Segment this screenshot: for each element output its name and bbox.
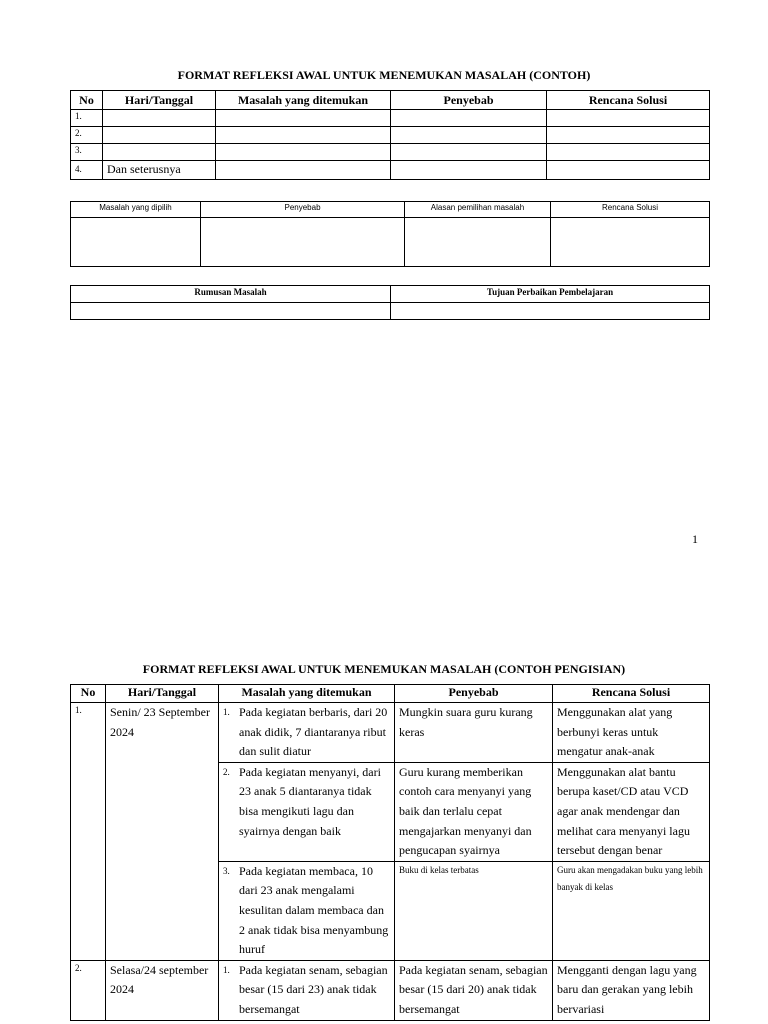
row-hari (103, 110, 216, 127)
header-rencana-solusi: Rencana Solusi (547, 91, 710, 110)
table-row (71, 960, 710, 1020)
penyebab-cell: Pada kegiatan senam, sebagian besar (15 dari 20) anak tidak bersemangat (395, 960, 553, 1020)
table-row (71, 127, 710, 144)
item-number: 1. (223, 707, 230, 717)
row-number: 1. (71, 110, 103, 127)
formulation-table (70, 285, 710, 320)
table-row (71, 144, 710, 161)
penyebab-cell: Guru kurang memberikan contoh cara menyanyi yang baik dan terlalu cepat mengajarkan menyanyi dan pengucapan syairnya (395, 762, 553, 861)
solusi-cell: Menggunakan alat yang berbunyi keras untuk mengatur anak-anak (553, 703, 710, 763)
page-number: 1 (692, 532, 698, 546)
row-number: 4. (71, 161, 103, 180)
row-number: 2. (71, 127, 103, 144)
penyebab-cell: Buku di kelas terbatas (395, 861, 553, 960)
header-no: No (71, 685, 106, 703)
item-number: 3. (223, 865, 230, 876)
page-title: FORMAT REFLEKSI AWAL UNTUK MENEMUKAN MASALAH (CONTOH) (177, 68, 591, 82)
item-number: 1. (223, 964, 230, 975)
masalah-cell (219, 960, 395, 1020)
header-rumusan-masalah: Rumusan Masalah (71, 286, 391, 303)
item-number: 2. (223, 766, 230, 777)
header-tujuan-perbaikan: Tujuan Perbaikan Pembelajaran (391, 286, 710, 303)
row-number: 2. (71, 960, 106, 1020)
header-hari-tanggal: Hari/Tanggal (103, 91, 216, 110)
header-masalah: Masalah yang ditemukan (219, 685, 395, 703)
masalah-text: Pada kegiatan membaca, 10 dari 23 anak mengalami kesulitan dalam membaca dan 2 anak tidak bisa menyambung huruf (239, 863, 389, 957)
solusi-cell: Guru akan mengadakan buku yang lebih banyak di kelas (553, 861, 710, 960)
masalah-cell (219, 861, 395, 960)
table-row (71, 218, 710, 267)
solusi-cell: Menggunakan alat bantu berupa kaset/CD atau VCD agar anak mendengar dan melihat cara menyanyi lagu tersebut dengan benar (553, 762, 710, 861)
row-hari (103, 127, 216, 144)
row-number: 1. (71, 703, 106, 961)
row-hari (103, 144, 216, 161)
header-penyebab: Penyebab (395, 685, 553, 703)
row-hari: Senin/ 23 September 2024 (106, 703, 219, 961)
header-masalah: Masalah yang ditemukan (216, 91, 391, 110)
header-penyebab: Penyebab (201, 202, 405, 218)
masalah-text: Pada kegiatan menyanyi, dari 23 anak 5 diantaranya tidak bisa mengikuti lagu dan syairnya dengan baik (239, 764, 381, 838)
penyebab-cell: Mungkin suara guru kurang keras (395, 703, 553, 763)
solusi-cell: Mengganti dengan lagu yang baru dan gerakan yang lebih bervariasi (553, 960, 710, 1020)
table-row (71, 303, 710, 320)
masalah-text: Pada kegiatan senam, sebagian besar (15 dari 23) anak tidak bersemangat (239, 962, 388, 1016)
table-row (71, 161, 710, 180)
header-rencana-solusi: Rencana Solusi (551, 202, 710, 218)
reflection-table-blank (70, 90, 710, 180)
row-hari: Dan seterusnya (103, 161, 216, 180)
header-alasan: Alasan pemilihan masalah (405, 202, 551, 218)
reflection-table-filled (70, 684, 710, 1021)
masalah-cell (219, 762, 395, 861)
row-number: 3. (71, 144, 103, 161)
row-hari: Selasa/24 september 2024 (106, 960, 219, 1020)
table-row (71, 703, 710, 763)
header-no: No (71, 91, 103, 110)
header-rencana-solusi: Rencana Solusi (553, 685, 710, 703)
header-penyebab: Penyebab (391, 91, 547, 110)
masalah-text: Pada kegiatan berbaris, dari 20 anak didik, 7 diantaranya ribut dan sulit diatur (239, 705, 388, 759)
table-row (71, 110, 710, 127)
problem-selection-table (70, 201, 710, 267)
header-masalah-dipilih: Masalah yang dipilih (71, 202, 201, 218)
header-hari-tanggal: Hari/Tanggal (106, 685, 219, 703)
page-title: FORMAT REFLEKSI AWAL UNTUK MENEMUKAN MASALAH (CONTOH PENGISIAN) (142, 662, 626, 676)
masalah-cell (219, 703, 395, 763)
